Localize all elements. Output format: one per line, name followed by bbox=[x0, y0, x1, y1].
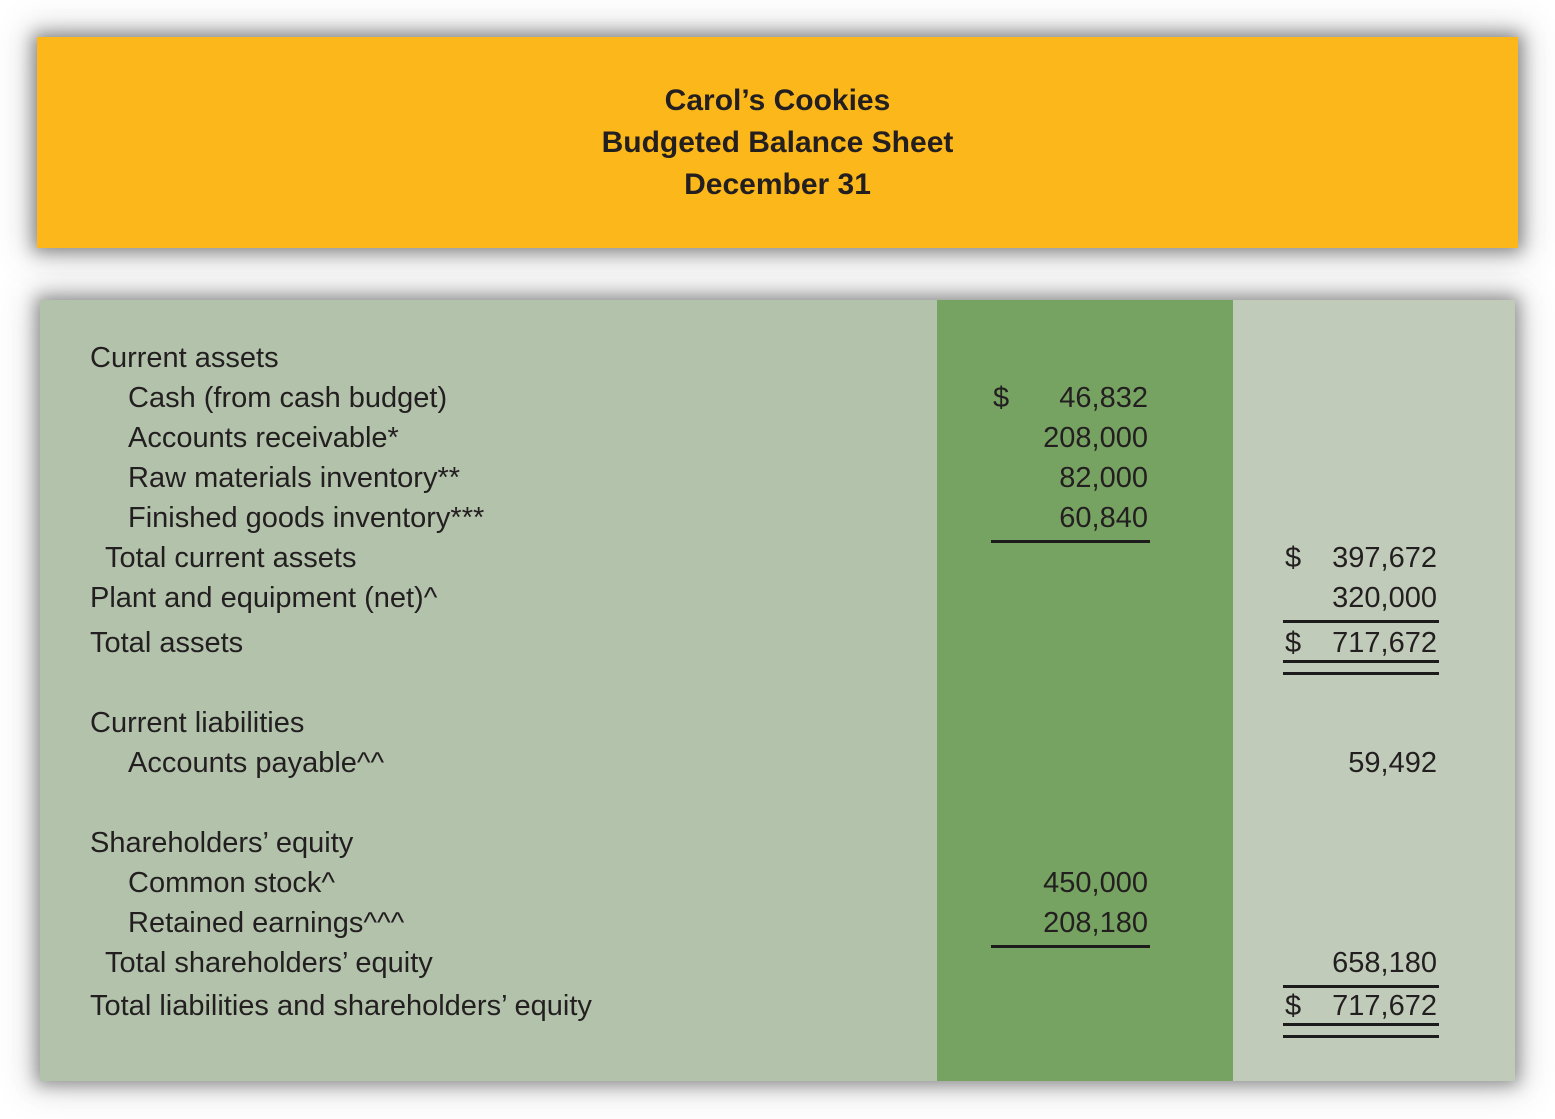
balance-sheet-row bbox=[40, 943, 1515, 983]
right-column-cell bbox=[1233, 947, 1515, 980]
balance-sheet-row bbox=[40, 458, 1515, 498]
balance-sheet-row bbox=[40, 823, 1515, 863]
balance-sheet-row bbox=[40, 986, 1515, 1026]
spacer-row bbox=[40, 663, 1515, 703]
middle-column-cell bbox=[937, 422, 1233, 455]
amount-value: 658,180 bbox=[1332, 946, 1437, 979]
amount-value: 82,000 bbox=[1059, 461, 1148, 494]
balance-sheet-rows bbox=[40, 300, 1515, 1026]
middle-column-cell bbox=[937, 867, 1233, 900]
balance-sheet-panel bbox=[40, 300, 1515, 1081]
row-label: Retained earnings^^^ bbox=[128, 906, 405, 939]
row-label: Common stock^ bbox=[128, 866, 335, 899]
amount-value: 717,672 bbox=[1332, 626, 1437, 659]
amount-value: 60,840 bbox=[1059, 501, 1148, 534]
mid-amount bbox=[993, 867, 1148, 900]
row-label: Plant and equipment (net)^ bbox=[90, 581, 438, 614]
middle-column-cell bbox=[937, 382, 1233, 415]
amount-value: 46,832 bbox=[1059, 381, 1148, 414]
balance-sheet-row bbox=[40, 743, 1515, 783]
balance-sheet-row bbox=[40, 863, 1515, 903]
amount-value: 59,492 bbox=[1348, 746, 1437, 779]
row-label: Total liabilities and shareholders’ equity bbox=[90, 989, 592, 1022]
balance-sheet-row bbox=[40, 338, 1515, 378]
dollar-sign: $ bbox=[1285, 541, 1302, 574]
row-label: Accounts receivable* bbox=[128, 421, 399, 454]
report-title: Budgeted Balance Sheet bbox=[601, 125, 954, 159]
balance-sheet-row bbox=[40, 418, 1515, 458]
right-amount bbox=[1285, 990, 1437, 1023]
balance-sheet-row bbox=[40, 623, 1515, 663]
right-amount bbox=[1285, 627, 1437, 660]
row-label: Raw materials inventory** bbox=[128, 461, 461, 494]
right-column-cell bbox=[1233, 582, 1515, 615]
report-date: December 31 bbox=[684, 167, 871, 201]
balance-sheet-row bbox=[40, 578, 1515, 618]
company-name: Carol’s Cookies bbox=[664, 83, 891, 117]
spacer-row bbox=[40, 783, 1515, 823]
right-amount bbox=[1285, 542, 1437, 575]
right-amount bbox=[1285, 747, 1437, 780]
right-column-cell bbox=[1233, 627, 1515, 660]
amount-value: 208,000 bbox=[1043, 421, 1148, 454]
balance-sheet-row bbox=[40, 378, 1515, 418]
amount-value: 717,672 bbox=[1332, 989, 1437, 1022]
right-column-cell bbox=[1233, 990, 1515, 1023]
right-amount bbox=[1285, 582, 1437, 615]
right-column-cell bbox=[1233, 542, 1515, 575]
right-amount bbox=[1285, 947, 1437, 980]
amount-value: 208,180 bbox=[1043, 906, 1148, 939]
mid-amount bbox=[993, 382, 1148, 415]
mid-amount bbox=[993, 422, 1148, 455]
middle-column-cell bbox=[937, 462, 1233, 495]
middle-column-cell bbox=[937, 502, 1233, 535]
middle-column-cell bbox=[937, 907, 1233, 940]
mid-amount bbox=[993, 502, 1148, 535]
mid-amount bbox=[993, 907, 1148, 940]
row-label: Cash (from cash budget) bbox=[128, 381, 448, 414]
dollar-sign: $ bbox=[993, 381, 1010, 414]
mid-amount bbox=[993, 462, 1148, 495]
row-label: Total current assets bbox=[105, 541, 357, 574]
amount-value: 450,000 bbox=[1043, 866, 1148, 899]
amount-value: 320,000 bbox=[1332, 581, 1437, 614]
row-label: Current assets bbox=[90, 341, 279, 374]
title-card bbox=[37, 37, 1518, 248]
row-label: Current liabilities bbox=[90, 706, 305, 739]
row-label: Accounts payable^^ bbox=[128, 746, 385, 779]
balance-sheet-row bbox=[40, 538, 1515, 578]
balance-sheet-row bbox=[40, 903, 1515, 943]
dollar-sign: $ bbox=[1285, 989, 1302, 1022]
amount-value: 397,672 bbox=[1332, 541, 1437, 574]
row-label: Shareholders’ equity bbox=[90, 826, 354, 859]
row-label: Total shareholders’ equity bbox=[105, 946, 433, 979]
right-column-cell bbox=[1233, 747, 1515, 780]
row-label: Finished goods inventory*** bbox=[128, 501, 485, 534]
dollar-sign: $ bbox=[1285, 626, 1302, 659]
row-label: Total assets bbox=[90, 626, 244, 659]
balance-sheet-row bbox=[40, 498, 1515, 538]
balance-sheet-row bbox=[40, 703, 1515, 743]
